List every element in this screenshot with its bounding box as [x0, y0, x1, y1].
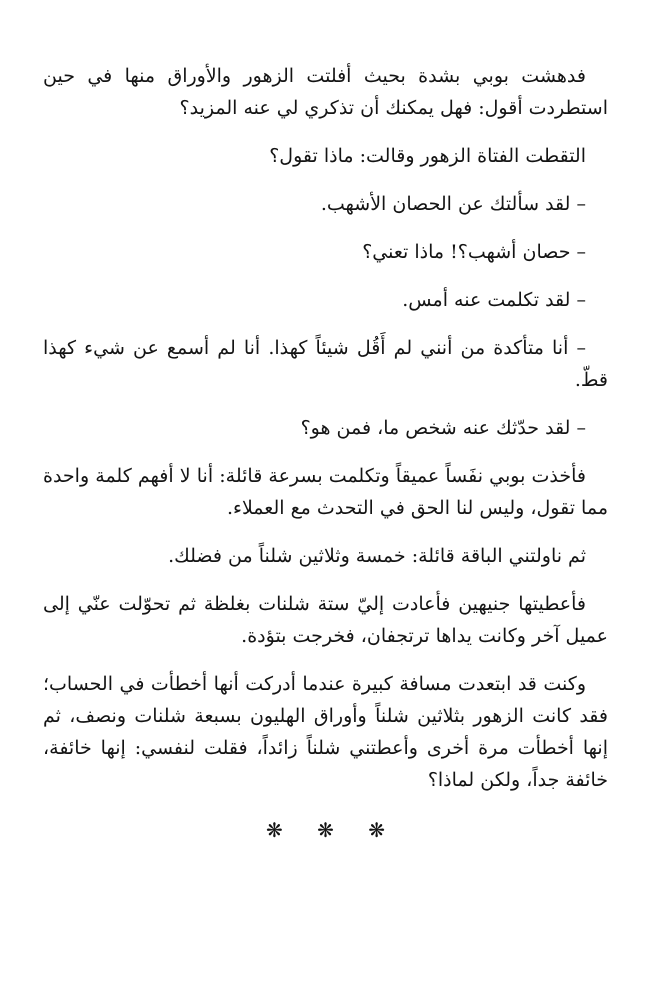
section-separator	[43, 814, 608, 846]
paragraph-4: ثم ناولتني الباقة قائلة: خمسة وثلاثين شلناً من فضلك.	[168, 545, 586, 567]
paragraph-2: التقطت الفتاة الزهور وقالت: ماذا تقول؟	[269, 145, 586, 167]
dialogue-line-3: – لقد تكلمت عنه أمس.	[402, 289, 586, 311]
dialogue-line-5: – لقد حدّثك عنه شخص ما، فمن هو؟	[300, 417, 586, 439]
separator-star-icon: ❋	[265, 818, 283, 842]
paragraph-3: فأخذت بوبي نفَساً عميقاً وتكلمت بسرعة قائلة: أنا لا أفهم كلمة واحدة مما تقول، وليس لنا الحق في التحدث مع العملاء.	[43, 465, 608, 519]
paragraph-1: فدهشت بوبي بشدة بحيث أفلتت الزهور والأوراق منها في حين استطردت أقول: فهل يمكنك أن تذكري لي عنه المزيد؟	[43, 65, 608, 119]
paragraph-5: فأعطيتها جنيهين فأعادت إليّ ستة شلنات بغلظة ثم تحوّلت عنّي إلى عميل آخر وكانت يداها ترتجفان، فخرجت بتؤدة.	[43, 593, 608, 647]
dialogue-line-1: – لقد سألتك عن الحصان الأشهب.	[320, 193, 586, 215]
page-body	[43, 60, 608, 846]
separator-star-icon: ❋	[368, 818, 385, 842]
dialogue-line-4: – أنا متأكدة من أنني لم أَقُل شيئاً كهذا. أنا لم أسمع عن شيء كهذا قطّ.	[43, 337, 608, 391]
dialogue-line-2: – حصان أشهب؟! ماذا تعني؟	[362, 241, 586, 263]
paragraph-6: وكنت قد ابتعدت مسافة كبيرة عندما أدركت أنها أخطأت في الحساب؛ فقد كانت الزهور بثلاثين شلناً وأوراق الهليون بسبعة شلنات ونصف، ثم إنها أخطأت مرة أخرى وأعطتني شلناً زائداً، فقلت لنفسي: إنها خائفة، خائفة جداً، ولكن لماذا؟	[43, 673, 608, 791]
separator-star-icon: ❋	[317, 818, 334, 842]
